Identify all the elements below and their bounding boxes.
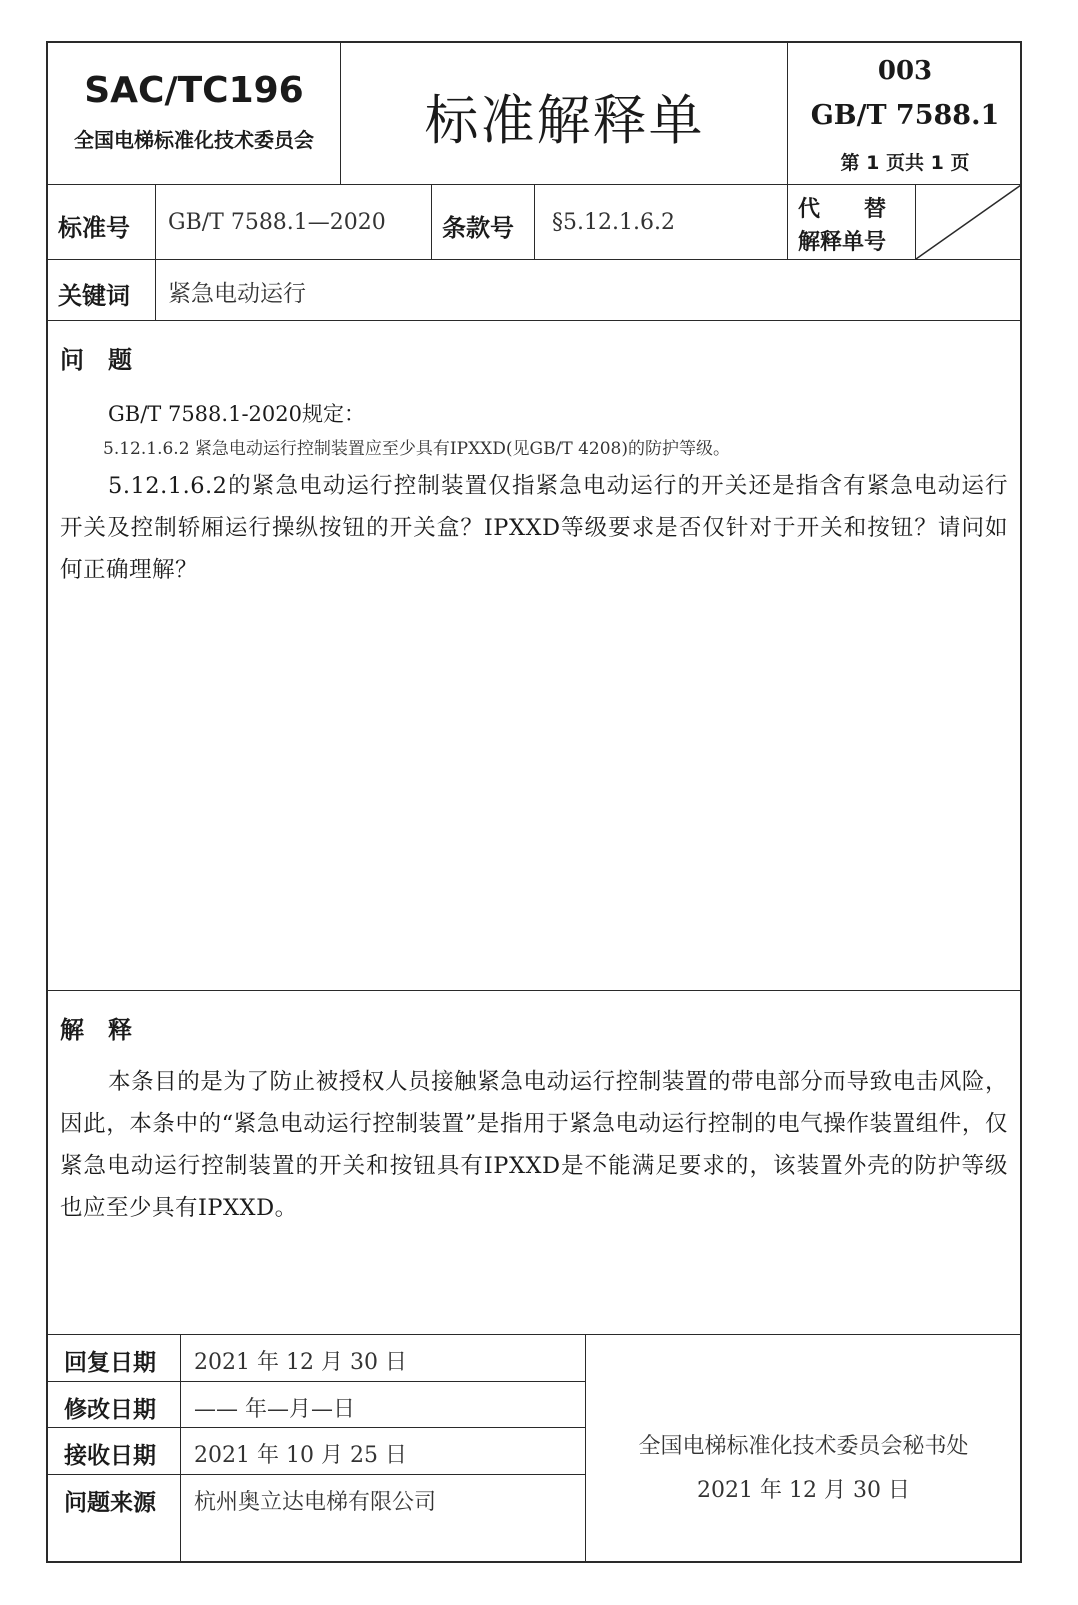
divider — [534, 184, 535, 259]
divider — [46, 1427, 585, 1428]
page-title: 标准解释单 — [424, 89, 705, 152]
empty-cell-slash — [916, 185, 1021, 259]
modify-date-label: 修改日期 — [64, 1397, 156, 1423]
divider — [787, 184, 788, 259]
divider — [46, 320, 1022, 321]
replace-label: 解释单号 — [798, 230, 887, 255]
issuer: 全国电梯标准化技术委员会秘书处 — [638, 1434, 969, 1459]
source-label: 问题来源 — [64, 1490, 156, 1516]
reply-date-value: 2021 年 12 月 30 日 — [194, 1350, 407, 1375]
explanation-heading: 解 释 — [60, 1016, 132, 1044]
modify-date-value: —— 年—月—日 — [194, 1397, 355, 1422]
divider — [585, 1334, 586, 1563]
document-number: 003 — [877, 56, 933, 86]
divider — [180, 1334, 181, 1563]
divider — [46, 1474, 585, 1475]
page-info: 第 1 页共 1 页 — [840, 152, 970, 174]
receive-date-label: 接收日期 — [64, 1443, 156, 1469]
clause-value: §5.12.1.6.2 — [552, 210, 675, 235]
explanation-body: 本条目的是为了防止被授权人员接触紧急电动运行控制装置的带电部分而导致电击风险，因此，本条中的“紧急电动运行控制装置”是指用于紧急电动运行控制的电气操作装置组件，仅紧急电动运行控制装置的开关和按钮具有IPXXD是不能满足要求的，该装置外壳的防护等级也应至少具有IPXXD。 — [60, 1069, 1008, 1221]
keyword-value: 紧急电动运行 — [168, 281, 306, 307]
divider — [46, 259, 1022, 260]
question-intro: GB/T 7588.1-2020规定： — [108, 402, 365, 426]
standard-ref: GB/T 7588.1 — [810, 100, 1000, 131]
source-value: 杭州奥立达电梯有限公司 — [194, 1490, 437, 1515]
standard-no-value: GB/T 7588.1—2020 — [168, 210, 386, 235]
divider — [431, 184, 432, 259]
receive-date-value: 2021 年 10 月 25 日 — [194, 1443, 407, 1468]
org-name: 全国电梯标准化技术委员会 — [74, 128, 314, 152]
question-body: 5.12.1.6.2的紧急电动运行控制装置仅指紧急电动运行的开关还是指含有紧急电动运行开关及控制轿厢运行操纵按钮的开关盒？IPXXD等级要求是否仅针对于开关和按钮？请问如何正确理解？ — [60, 473, 1008, 583]
question-heading: 问 题 — [60, 346, 132, 374]
issue-date: 2021 年 12 月 30 日 — [697, 1478, 910, 1503]
divider — [46, 990, 1022, 991]
divider — [340, 41, 341, 185]
divider — [46, 1334, 1022, 1335]
reply-date-label: 回复日期 — [64, 1350, 156, 1376]
org-code: SAC/TC196 — [84, 70, 304, 111]
divider — [46, 1381, 585, 1382]
standard-no-label: 标准号 — [58, 214, 130, 242]
divider — [155, 184, 156, 320]
replace-label: 代 替 — [798, 197, 887, 222]
question-quote: 5.12.1.6.2 紧急电动运行控制装置应至少具有IPXXD(见GB/T 4208)的防护等级。 — [103, 439, 730, 459]
divider — [787, 41, 788, 185]
clause-label: 条款号 — [442, 214, 514, 242]
keyword-label: 关键词 — [58, 282, 130, 310]
